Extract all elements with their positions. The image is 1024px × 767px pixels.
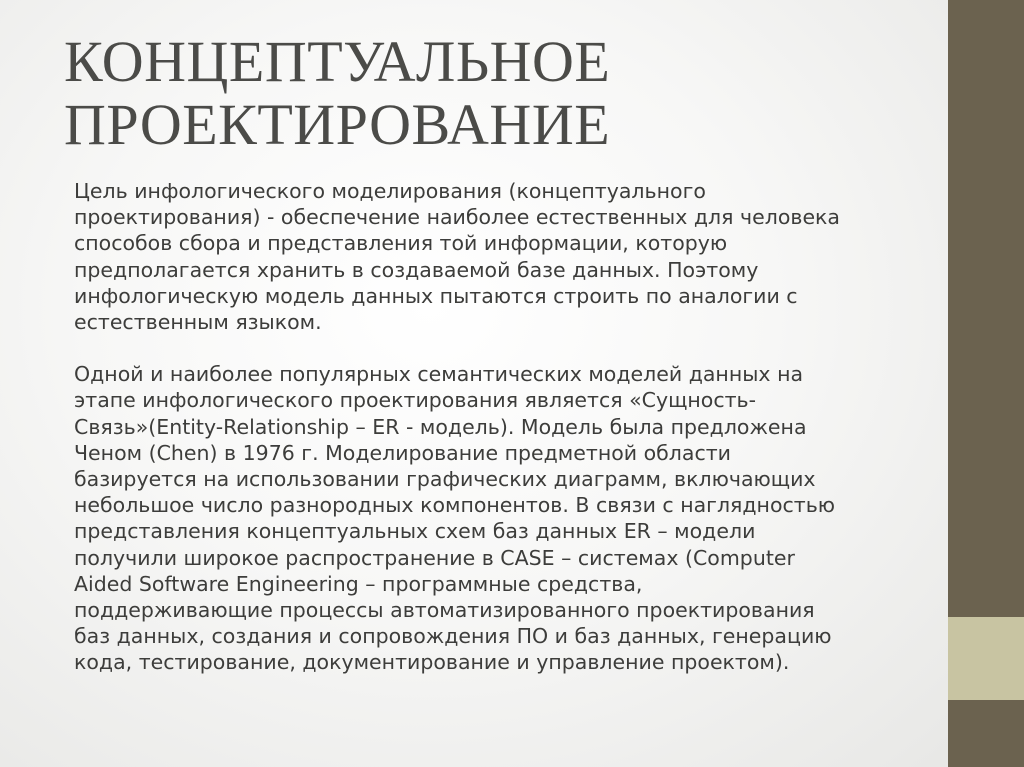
paragraph-line: проектирования) - обеспечение наиболее естественных для человека [74,205,840,230]
paragraph-line: Связь»(Entity-Relationship – ER - модель). Модель была предложена [74,414,807,439]
slide-title-line-2: ПРОЕКТИРОВАНИЕ [64,92,611,157]
paragraph-line: кода, тестирование, документирование и управление проектом). [74,650,790,675]
paragraph-line: базируется на использовании графических диаграмм, включающих [74,467,816,492]
paragraph-line: небольшое число разнородных компонентов. В связи с наглядностью [74,493,836,518]
paragraph-line: Ченом (Chen) в 1976 г. Моделирование предметной области [74,440,731,465]
slide-body [74,178,904,676]
slide-title [64,30,924,156]
paragraph-er-model [74,361,904,675]
paragraph-line: Цель инфологического моделирования (концептуального [74,179,706,203]
slide-title-line-1: КОНЦЕПТУАЛЬНОЕ [64,29,611,94]
paragraph-line: этапе инфологического проектирования является «Сущность- [74,388,757,413]
paragraph-line: естественным языком. [74,310,322,335]
paragraph-line: получили широкое распространение в CASE – системах (Computer [74,545,795,570]
paragraph-line: Aided Software Engineering – программные средства, [74,571,643,596]
paragraph-goal [74,178,904,335]
paragraph-line: представления концептуальных схем баз данных ER – модели [74,519,756,544]
paragraph-line: инфологическую модель данных пытаются строить по аналогии с [74,283,798,308]
paragraph-line: предполагается хранить в создаваемой базе данных. Поэтому [74,257,759,282]
paragraph-line: способов сбора и представления той информации, которую [74,231,728,256]
side-decoration-accent [948,617,1024,700]
paragraph-line: Одной и наиболее популярных семантических моделей данных на [74,362,804,387]
paragraph-line: поддерживающие процессы автоматизированного проектирования [74,598,815,623]
paragraph-line: баз данных, создания и сопровождения ПО и баз данных, генерацию [74,624,832,649]
